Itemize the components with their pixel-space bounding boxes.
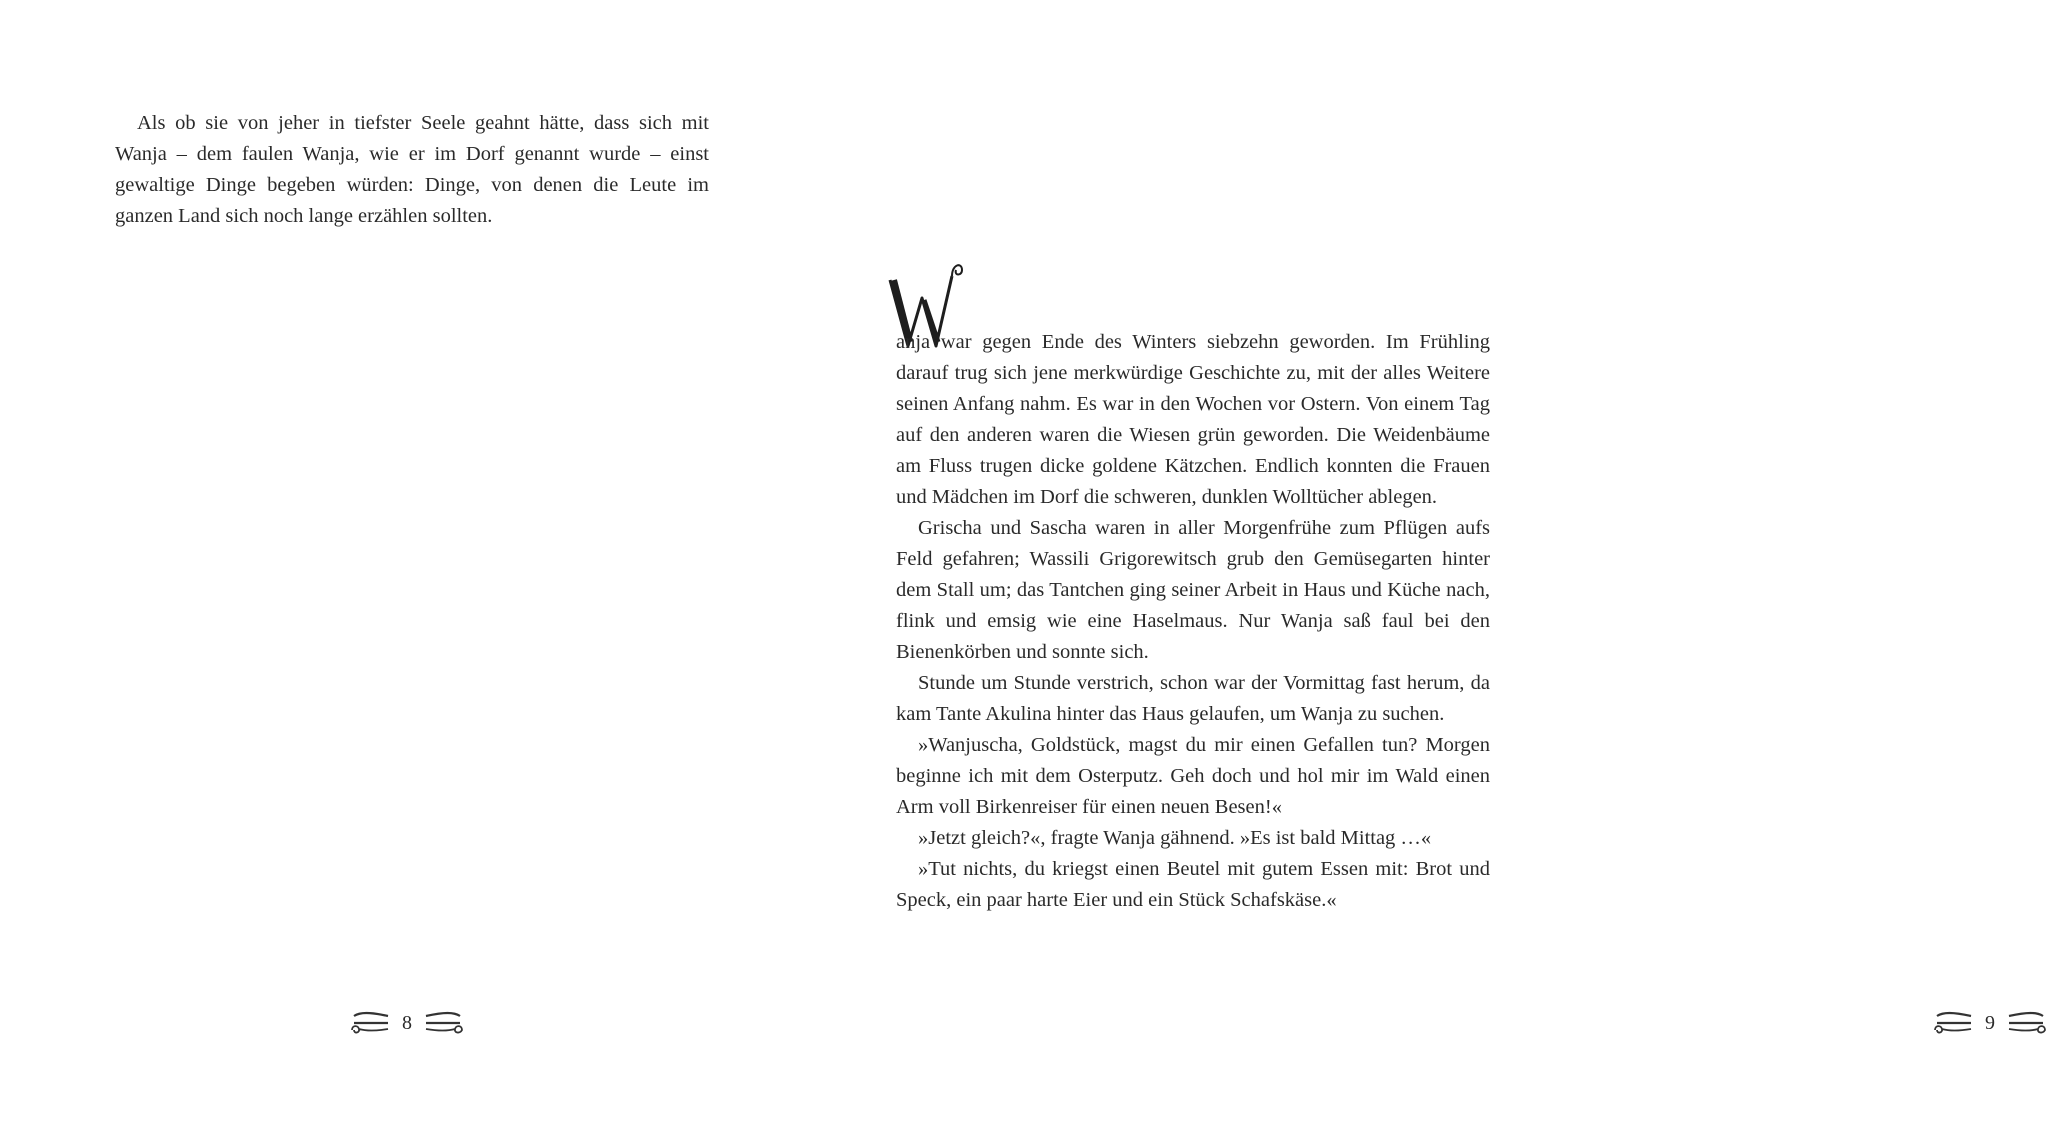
dropcap-letter: W [886,258,887,259]
right-paragraph-5: »Jetzt gleich?«, fragte Wanja gähnend. »Es ist bald Mittag …« [918,827,1432,849]
right-page [800,0,1995,1130]
right-paragraph-3: Stunde um Stunde verstrich, schon war der Vormittag fast herum, da kam Tante Akulina hinter das Haus gelaufen, um Wanja zu suchen. [896,672,1490,725]
flourish-right-ornament-icon [424,1010,464,1036]
flourish-left-ornament-icon [350,1010,390,1036]
flourish-right-ornament-icon [2007,1010,2047,1036]
left-paragraph: Als ob sie von jeher in tiefster Seele geahnt hätte, dass sich mit Wanja – dem faulen Wanja, wie er im Dorf genannt wurde – einst gewaltige Dinge begeben würden: Dinge, von denen die Leute im ganzen Land sich noch lange erzählen sollten. [115,112,709,227]
page-number-footer-left [350,1010,464,1036]
right-paragraph-6: »Tut nichts, du kriegst einen Beutel mit gutem Essen mit: Brot und Speck, ein paar harte Eier und ein Stück Schafskäse.« [896,858,1490,911]
right-paragraph-1 [896,327,1490,513]
right-paragraph-2: Grischa und Sascha waren in aller Morgenfrühe zum Pflügen aufs Feld gefahren; Wassili Grigorewitsch grub den Gemüsegarten hinter dem Stall um; das Tantchen ging seiner Arbeit in Haus und Küche nach, flink und emsig wie eine Haselmaus. Nur Wanja saß faul bei den Bienenkörben und sonnte sich. [896,517,1490,663]
left-page [0,0,800,1130]
page-number: 9 [1985,1012,1995,1034]
left-page-text [115,108,709,232]
page-number-footer-right [1933,1010,2047,1036]
right-page-text [896,327,1490,916]
page-number: 8 [402,1012,412,1034]
paragraph-text: anja war gegen Ende des Winters siebzehn geworden. Im Frühling darauf trug sich jene merkwürdige Geschichte zu, mit der alles Weitere seinen Anfang nahm. Es war in den Wochen vor Ostern. Von einem Tag auf den anderen waren die Wiesen grün geworden. Die Weidenbäume am Fluss trugen dicke goldene Kätzchen. Endlich konnten die Frauen und Mädchen im Dorf die schweren, dunklen Wolltücher ablegen. [896,331,1490,508]
flourish-left-ornament-icon [1933,1010,1973,1036]
right-paragraph-4: »Wanjuscha, Goldstück, magst du mir einen Gefallen tun? Morgen beginne ich mit dem Osterputz. Geh doch und hol mir im Wald einen Arm voll Birkenreiser für einen neuen Besen!« [896,734,1490,818]
